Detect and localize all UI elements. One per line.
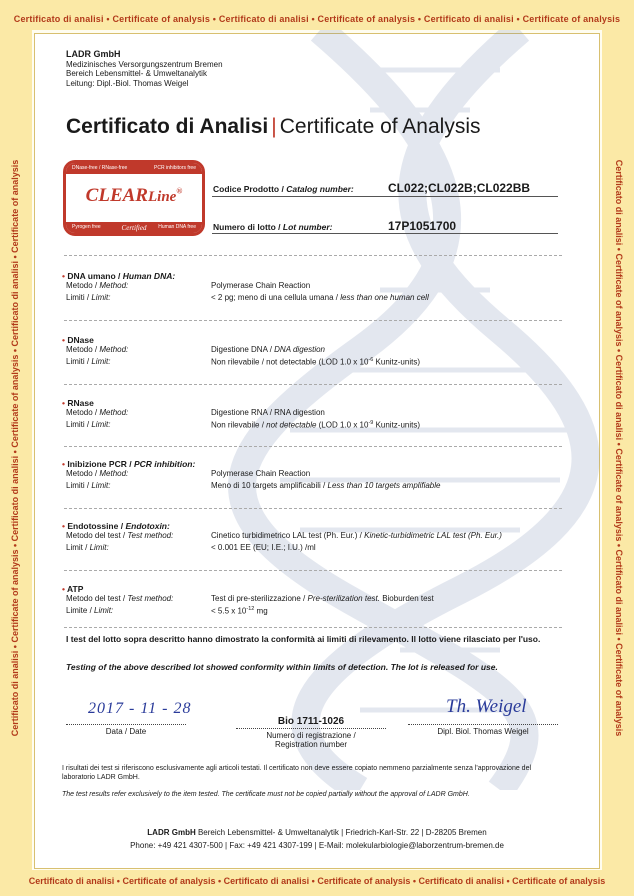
method-value-en: DNA digestion (274, 345, 325, 354)
method-row (66, 408, 566, 420)
limit-key-it: Limit / (66, 543, 88, 552)
disclaimer-en: The test results refer exclusively to the item tested. The certificate must not be copied partially without the approval of LADR GmbH. (62, 791, 470, 798)
limit-key-it: Limiti / (66, 420, 90, 429)
section-title: • DNase (62, 335, 94, 345)
footer-company: LADR GmbH (147, 828, 196, 837)
logo-top-left: DNase-free / RNase-free (72, 165, 128, 171)
footer (0, 826, 634, 852)
logo-brand-line: Line (147, 189, 177, 205)
limit-exponent: -6 (368, 357, 374, 363)
lot-label-en: Lot number: (282, 222, 333, 232)
title: ATP (67, 584, 84, 594)
lot-label (213, 222, 332, 232)
title-en: Endotoxin: (125, 521, 170, 531)
footer-address: Bereich Lebensmittel- & Umweltanalytik | Friedrich-Karl-Str. 22 | D-28205 Bremen (195, 828, 487, 837)
lot-label-it: Numero di lotto / (213, 222, 281, 232)
method-value-rest: Bioburden test (379, 594, 434, 603)
method-key-it: Metodo del test / (66, 531, 126, 540)
catalog-label (213, 184, 354, 194)
lab-header (66, 50, 223, 88)
title-it: Endotossine / (67, 521, 124, 531)
conformity-statement-en: Testing of the above described lot showed conformity within limits of detection. The lot is released for use. (66, 662, 498, 672)
title-english: Certificate of Analysis (279, 115, 481, 138)
title-separator: | (271, 115, 277, 138)
method-key-it: Metodo / (66, 469, 98, 478)
limit-value: Non rilevabile / not detectable (LOD 1.0 x 10 (211, 357, 369, 367)
limit-key-en: Limit: (91, 481, 111, 490)
section-atp (62, 584, 566, 618)
section-title: • DNA umano / Human DNA: (62, 271, 176, 281)
title: DNase (67, 335, 94, 345)
method-value-en: Kinetic-turbidimetric LAL test (Ph. Eur.) (364, 531, 502, 540)
method-value-en: Pre-sterilization test. (307, 594, 380, 603)
catalog-label-it: Codice Prodotto / (213, 184, 284, 194)
date-handwritten: 2017 - 11 - 28 (88, 700, 192, 717)
section-title: • ATP (62, 584, 84, 594)
limit-value-it: Meno di 10 targets amplificabili / (211, 481, 326, 490)
registration-label (236, 731, 386, 749)
method-key-it: Metodo / (66, 345, 98, 354)
method-key-en: Method: (99, 469, 129, 478)
logo-brand-main: CLEAR (85, 185, 148, 206)
limit-key-en: Limit: (91, 357, 111, 366)
method-value-it: Digestione DNA / (211, 345, 272, 354)
registration-label-2: Registration number (274, 740, 348, 749)
signature-handwritten: Th. Weigel (446, 696, 527, 717)
limit-value-en: not detectable (266, 420, 317, 430)
divider (64, 255, 562, 256)
divider (64, 446, 562, 447)
catalog-number: CL022;CL022B;CL022BB (388, 181, 531, 195)
divider (64, 384, 562, 385)
divider (64, 320, 562, 321)
date-line (66, 724, 186, 725)
limit-exponent: -12 (246, 606, 255, 612)
catalog-label-en: Catalog number: (286, 184, 354, 194)
method-row (66, 469, 566, 481)
limit-key-it: Limiti / (66, 293, 90, 302)
method-value: Polymerase Chain Reaction (211, 469, 311, 478)
disclaimer-it: I risultati dei test si riferiscono esclusivamente agli articoli testati. Il certificato non deve essere copiato nemmeno parzialmente senza l'approvazione del laboratorio LADR GmbH. (62, 765, 532, 781)
limit-key-en: Limit: (89, 543, 109, 552)
limit-unit: Kunitz-units) (373, 420, 421, 430)
limit-row (66, 420, 566, 432)
method-key-it: Metodo del test / (66, 594, 126, 603)
limit-exponent: -9 (368, 420, 374, 426)
lab-line-3: Leitung: Dipl.-Biol. Thomas Weigel (66, 78, 189, 88)
registration-line (236, 728, 386, 729)
logo-brand-mark: ® (176, 186, 183, 196)
limit-key-en: Limit: (94, 606, 114, 615)
catalog-underline (212, 196, 558, 197)
logo-top-right: PCR inhibitors free (154, 165, 196, 171)
logo-bottom-left: Pyrogen free (72, 224, 101, 230)
limit-row (66, 357, 566, 369)
signature-line (408, 724, 558, 725)
registration-label-1: Numero di registrazione / (266, 731, 356, 740)
signature-label: Dipl. Biol. Thomas Weigel (437, 727, 529, 736)
limit-value-rest: (LOD 1.0 x 10 (316, 420, 369, 430)
limit-value-it: Non rilevabile / (211, 420, 264, 430)
section-human-dna (62, 271, 566, 305)
limit-row (66, 543, 566, 555)
method-row (66, 531, 566, 543)
method-key-en: Method: (99, 345, 129, 354)
lot-underline (212, 233, 558, 234)
section-dnase (62, 335, 566, 369)
limit-unit: Kunitz-units) (373, 357, 420, 367)
section-endotoxin (62, 521, 566, 555)
limit-row (66, 606, 566, 618)
limit-value: < 5.5 x 10 (211, 606, 247, 616)
registration-number: Bio 1711-1026 (277, 716, 345, 727)
method-value-it: Test di pre-sterilizzazione / (211, 594, 306, 603)
limit-value-en: Less than 10 targets amplifiable (327, 481, 441, 490)
title-italian: Certificato di Analisi (66, 115, 269, 138)
method-value-it: Cinetico turbidimetrico LAL test (Ph. Eur.) / (211, 531, 362, 540)
limit-unit: mg (254, 606, 268, 616)
method-row (66, 281, 566, 293)
logo-certified: Certified (121, 224, 147, 232)
border-text-bottom: Certificato di analisi • Certificate of analysis • Certificato di analisi • Certificate of analysis • Certificato di analisi • Certificate of analysis (28, 876, 606, 886)
footer-line-2: Phone: +49 421 4307-500 | Fax: +49 421 4307-199 | E-Mail: molekularbiologie@laborzentrum-bremen.de (130, 841, 504, 850)
title-en: Human DNA: (122, 271, 176, 281)
title-it: Inibizione PCR / (67, 459, 132, 469)
method-key-en: Test method: (127, 594, 174, 603)
limit-row (66, 481, 566, 493)
divider (64, 508, 562, 509)
title-en: PCR inhibition: (133, 459, 196, 469)
divider (64, 570, 562, 571)
lab-line-1: Medizinisches Versorgungszentrum Bremen (66, 59, 223, 69)
limit-key-it: Limiti / (66, 357, 90, 366)
lab-name: LADR GmbH (66, 49, 121, 59)
date-label: Data / Date (105, 727, 147, 736)
limit-value-en: less than one human cell (340, 293, 429, 302)
page-title (66, 115, 481, 139)
method-key-en: Method: (99, 408, 129, 417)
method-value: Polymerase Chain Reaction (211, 281, 311, 290)
method-key-it: Metodo / (66, 281, 98, 290)
lot-number: 17P1051700 (388, 219, 457, 233)
method-row (66, 345, 566, 357)
conformity-statement-it: I test del lotto sopra descritto hanno dimostrato la conformità ai limiti di rilevamento. Il lotto viene rilasciato per l'uso. (66, 634, 541, 644)
limit-value-it: < 2 pg; meno di una cellula umana / (211, 293, 338, 302)
logo-top-bar (66, 163, 202, 174)
lab-line-2: Bereich Lebensmittel- & Umweltanalytik (66, 69, 207, 78)
limit-key-en: Limit: (91, 293, 111, 302)
method-key-en: Test method: (127, 531, 174, 540)
section-pcr-inhibition (62, 459, 566, 493)
clearline-logo (63, 160, 205, 236)
section-title: • Inibizione PCR / PCR inhibition: (62, 459, 196, 469)
logo-brand (66, 185, 202, 207)
section-title: • Endotossine / Endotoxin: (62, 521, 170, 531)
method-key-it: Metodo / (66, 408, 98, 417)
method-key-en: Method: (99, 281, 129, 290)
border-text-top: Certificato di analisi • Certificate of analysis • Certificato di analisi • Certificate of analysis • Certificato di analisi • Certificate of analysis (13, 14, 621, 24)
divider (64, 627, 562, 628)
method-value: Digestione RNA / RNA digestion (211, 408, 325, 417)
limit-row (66, 293, 566, 305)
border-text-right: Certificato di analisi • Certificate of analysis • Certificato di analisi • Certificate of analysis • Certificato di analisi • Certificate of analysis (614, 159, 624, 737)
limit-key-en: Limit: (91, 420, 111, 429)
border-text-left: Certificato di analisi • Certificate of analysis • Certificato di analisi • Certificate of analysis • Certificato di analisi • Certificate of analysis (10, 159, 20, 737)
limit-key-it: Limite / (66, 606, 92, 615)
footer-line-1 (0, 826, 634, 839)
method-row (66, 594, 566, 606)
title-it: DNA umano / (67, 271, 121, 281)
limit-key-it: Limiti / (66, 481, 90, 490)
limit-value: < 0.001 EE (EU; I.E.; I.U.) /ml (211, 543, 316, 552)
section-rnase (62, 398, 566, 432)
logo-bottom-right: Human DNA free (158, 224, 196, 230)
section-title: • RNase (62, 398, 94, 408)
title: RNase (67, 398, 94, 408)
